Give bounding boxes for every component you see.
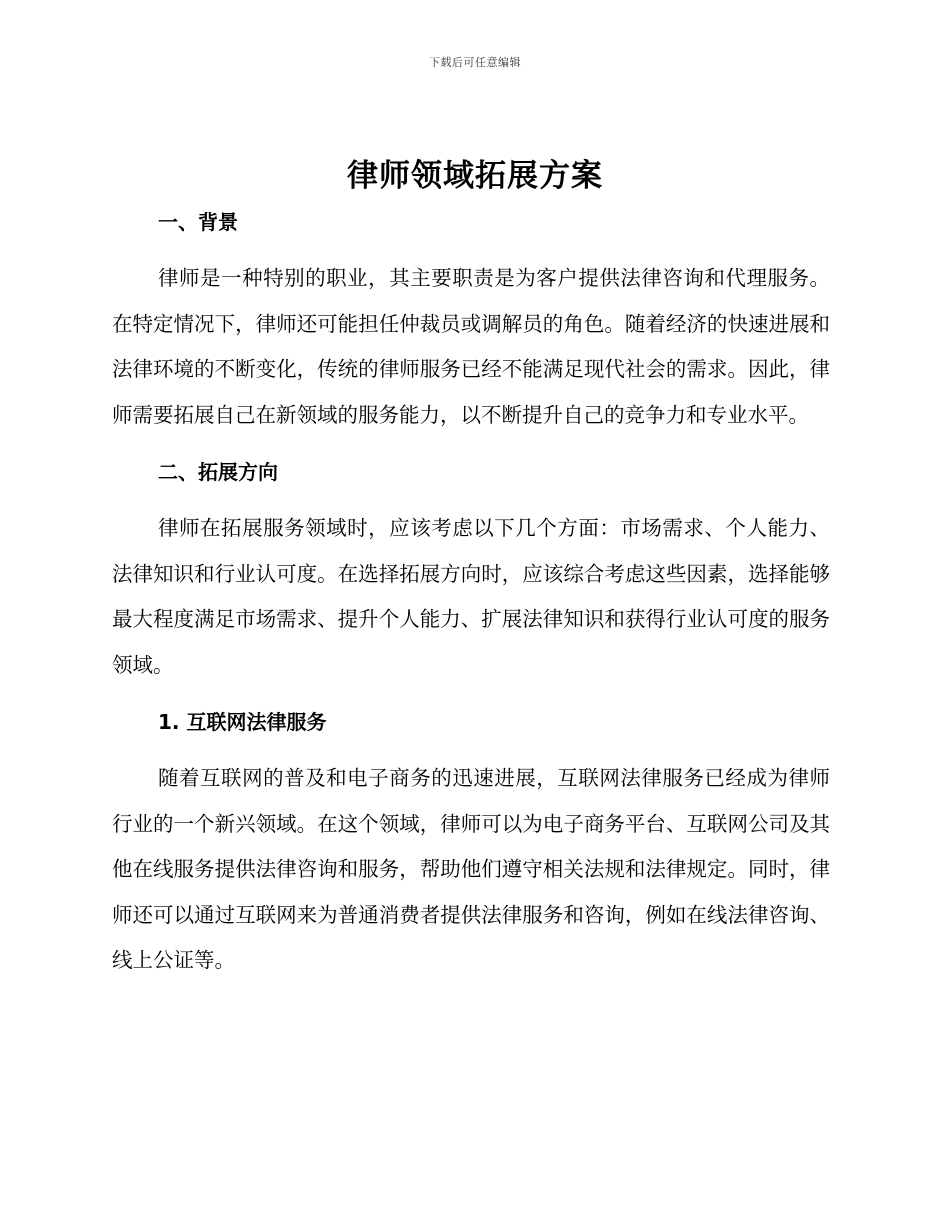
section-expansion-direction xyxy=(112,450,830,700)
section-paragraph: 律师是一种特别的职业，其主要职责是为客户提供法律咨询和代理服务。在特定情况下，律师还可能担任仲裁员或调解员的角色。随着经济的快速进展和法律环境的不断变化，传统的律师服务已经不能满足现代社会的需求。因此，律师需要拓展自己在新领域的服务能力，以不断提升自己的竞争力和专业水平。 xyxy=(112,266,830,427)
section-heading: 1. 互联网法律服务 xyxy=(158,710,327,734)
section-paragraph: 随着互联网的普及和电子商务的迅速进展，互联网法律服务已经成为律师行业的一个新兴领域。在这个领域，律师可以为电子商务平台、互联网公司及其他在线服务提供法律咨询和服务，帮助他们遵守相关法规和法律规定。同时，律师还可以通过互联网来为普通消费者提供法律服务和咨询，例如在线法律咨询、线上公证等。 xyxy=(112,766,830,972)
section-internet-legal-services xyxy=(112,700,830,984)
header-note: 下载后可任意编辑 xyxy=(429,56,521,69)
section-heading: 二、拓展方向 xyxy=(158,460,278,484)
document-title: 律师领域拓展方案 xyxy=(347,158,603,194)
section-paragraph: 律师在拓展服务领域时，应该考虑以下几个方面：市场需求、个人能力、法律知识和行业认可度。在选择拓展方向时，应该综合考虑这些因素，选择能够最大程度满足市场需求、提升个人能力、扩展法律知识和获得行业认可度的服务领域。 xyxy=(112,516,830,677)
document-body xyxy=(112,200,830,984)
section-heading: 一、背景 xyxy=(158,210,238,234)
section-background xyxy=(112,200,830,450)
